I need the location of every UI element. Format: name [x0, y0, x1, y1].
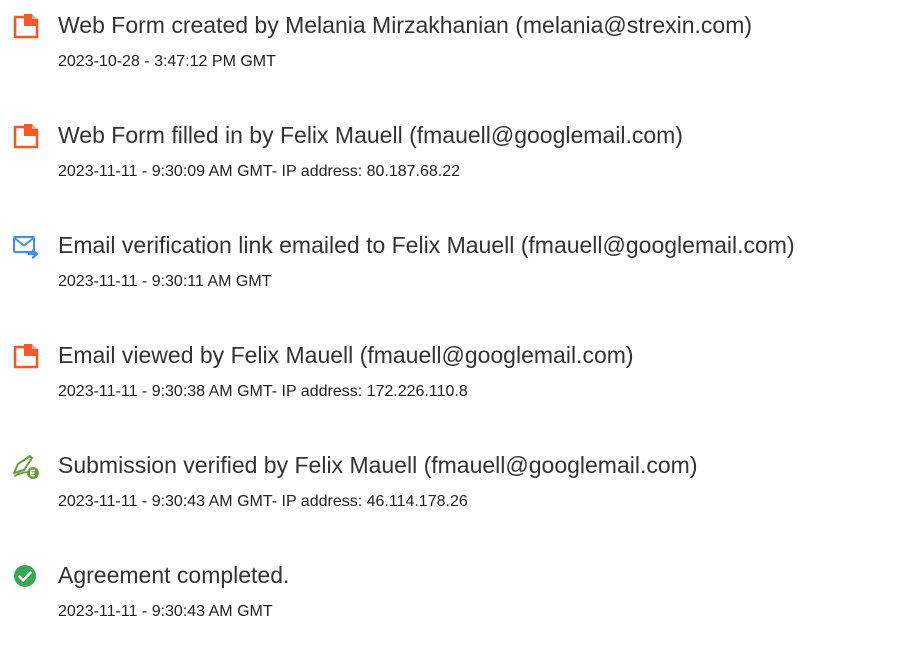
- history-event-email-verification-sent: [12, 230, 908, 320]
- history-event-agreement-completed: [12, 560, 908, 650]
- event-timestamp: 2023-11-11 - 9:30:38 AM GMT- IP address: 172.226.110.8: [58, 383, 468, 400]
- document-icon: [12, 122, 40, 150]
- history-event-submission-verified: [12, 450, 908, 540]
- event-title: Agreement completed.: [58, 562, 290, 588]
- event-timestamp: 2023-11-11 - 9:30:11 AM GMT: [58, 273, 272, 290]
- event-title: Web Form filled in by Felix Mauell (fmauell@googlemail.com): [58, 122, 683, 148]
- event-title: Email viewed by Felix Mauell (fmauell@googlemail.com): [58, 342, 634, 368]
- event-title: Email verification link emailed to Felix Mauell (fmauell@googlemail.com): [58, 232, 795, 258]
- email-send-icon: [12, 232, 40, 260]
- event-timestamp: 2023-10-28 - 3:47:12 PM GMT: [58, 53, 276, 70]
- event-title: Web Form created by Melania Mirzakhanian (melania@strexin.com): [58, 12, 753, 38]
- event-timestamp: 2023-11-11 - 9:30:43 AM GMT- IP address: 46.114.178.26: [58, 493, 468, 510]
- document-icon: [12, 342, 40, 370]
- history-event-form-filled: [12, 120, 908, 210]
- event-title: Submission verified by Felix Mauell (fmauell@googlemail.com): [58, 452, 698, 478]
- document-icon: [12, 12, 40, 40]
- check-circle-icon: [12, 562, 40, 590]
- signature-verified-icon: [12, 452, 40, 480]
- event-timestamp: 2023-11-11 - 9:30:43 AM GMT: [58, 603, 273, 620]
- event-timestamp: 2023-11-11 - 9:30:09 AM GMT- IP address: 80.187.68.22: [58, 163, 461, 180]
- history-event-form-created: [12, 10, 908, 100]
- history-event-email-viewed: [12, 340, 908, 430]
